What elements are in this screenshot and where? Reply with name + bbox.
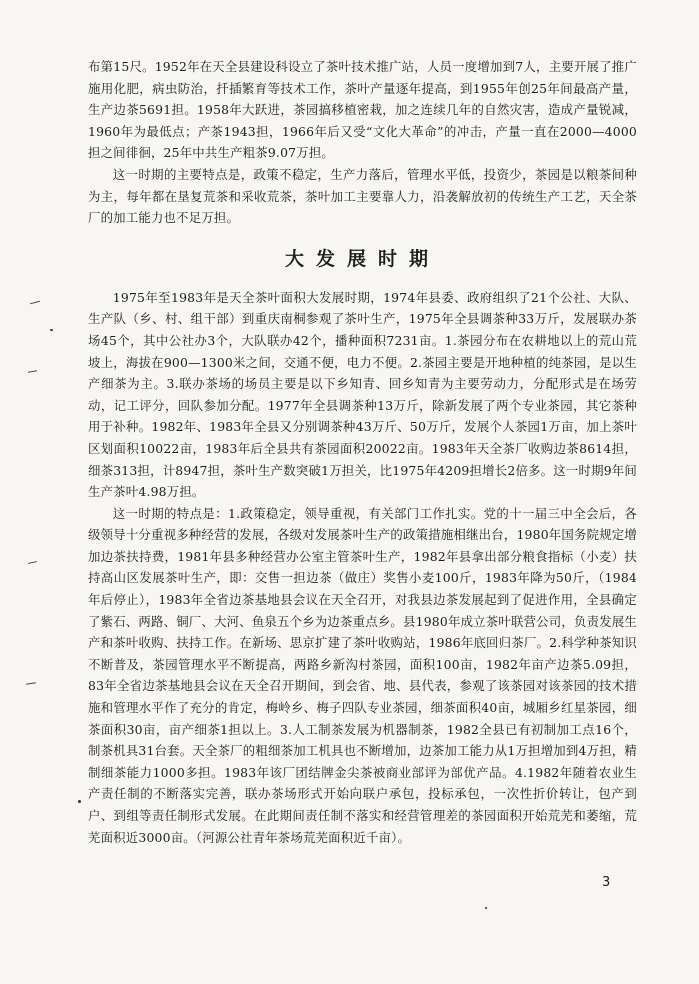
paragraph-2: 这一时期的主要特点是，政策不稳定，生产力落后，管理水平低，投资少，茶园是以粮茶间种为主，每年都在垦复荒茶和采收荒茶，茶叶加工主要靠人力，沿袭解放初的传统生产工艺，天全茶厂的加工能力也不足万担。 xyxy=(88,166,637,226)
paragraph-3: 1975年至1983年是天全茶叶面积大发展时期，1974年县委、政府组织了21个公社、大队、生产队（乡、村、组干部）到重庆南桐参观了茶叶生产，1975年全县调茶种33万斤，发展联办茶场45个，其中公社办3个，大队联办42个，播种面积7231亩。1.茶园分布在农耕地以上的荒山荒坡上，海拔在900—1300米之间，交通不便，电力不便。2.茶园主要是开地种植的纯茶园，是以生产细茶为主。3.联办茶场的场员主要是以下乡知青、回乡知青为主要劳动力，分配形式是在场劳动，记工评分，回队参加分配。1977年全县调茶种13万斤，除新发展了两个专业茶园，其它茶种用于补种。1982年、1983年全县又分别调茶种43万斤、50万斤，发展个人茶园1万亩，加上茶叶区划面积10022亩，1983年后全县共有茶园面积20022亩。1983年天全茶厂收购边茶8614担，细茶313担，计8947担，茶叶生产数突破1万担关，比1975年4209担增长2倍多。这一时期9年间生产茶叶4.98万担。 xyxy=(88,289,637,500)
scan-mark xyxy=(26,682,36,685)
paragraph-4: 这一时期的特点是：1.政策稳定，领导重视，有关部门工作扎实。党的十一届三中全会后，各级领导十分重视多种经营的发展，各级对发展茶叶生产的政策措施相继出台，1980年国务院规定增加边茶扶持费，1981年县多种经营办公室主管茶叶生产，1982年县拿出部分粮食指标（小麦）扶持高山区发展茶叶生产，即：交售一担边茶（做庄）奖售小麦100斤，1983年降为50斤，（1984年后停止），1983年全省边茶基地县会议在天全召开，对我县边茶发展起到了促进作用，全县确定了紫石、两路、铜厂、大河、鱼泉五个乡为边茶重点乡。县1980年成立茶叶联营公司，负责发展生产和茶叶收购、扶持工作。在新场、思京扩建了茶叶收购站，1986年底回归茶厂。2.科学种茶知识不断普及，茶园管理水平不断提高，两路乡新沟村茶园，面积100亩，1982年亩产边茶5.09担，83年全省边茶基地县会议在天全召开期间，到会省、地、县代表，参观了该茶园对该茶园的技术措施和管理水平作了充分的肯定，梅岭乡、梅子四队专业茶园，细茶面积40亩，城厢乡红星茶园，细茶面积30亩，亩产细茶1担以上。3.人工制茶发展为机器制茶，1982全县已有初制加工点16个，制茶机具31台套。天全茶厂的粗细茶加工机具也不断增加，边茶加工能力从1万担增加到4万担，精制细茶能力1000多担。1983年该厂团结牌金尖茶被商业部评为部优产品。4.1982年随着农业生产责任制的不断落实完善，联办茶场形式开始向联户承包，投标承包，一次性折价转让，包产到户、到组等责任制形式发展。在此期间责任制不落实和经营管理差的茶园面积开始荒芜和萎缩，荒芜面积近3000亩。（河源公社青年茶场荒芜面积近千亩）。 xyxy=(88,505,637,845)
scan-speck xyxy=(50,329,53,331)
scan-mark xyxy=(28,370,37,373)
scan-mark xyxy=(28,561,37,564)
scan-speck xyxy=(78,800,81,803)
scan-mark xyxy=(30,301,40,305)
paragraph-1: 布第15尺。1952年在天全县建设科设立了茶叶技术推广站，人员一度增加到7人，主要开展了推广施用化肥，病虫防治，扦插繁育等技术工作，茶叶产量逐年提高，到1955年创25年间最高产量，生产边茶5691担。1958年大跃进，茶园搞移植密栽，加之连续几年的自然灾害，造成产量锐减，1960年为最低点；产茶1943担，1966年后又受“文化大革命”的冲击，产量一直在2000—4000担之间徘徊，25年中共生产粗茶9.07万担。 xyxy=(88,59,637,161)
scan-speck xyxy=(485,907,487,909)
section-title: 大发展时期 xyxy=(284,247,440,270)
page-number: 3 xyxy=(602,875,611,890)
